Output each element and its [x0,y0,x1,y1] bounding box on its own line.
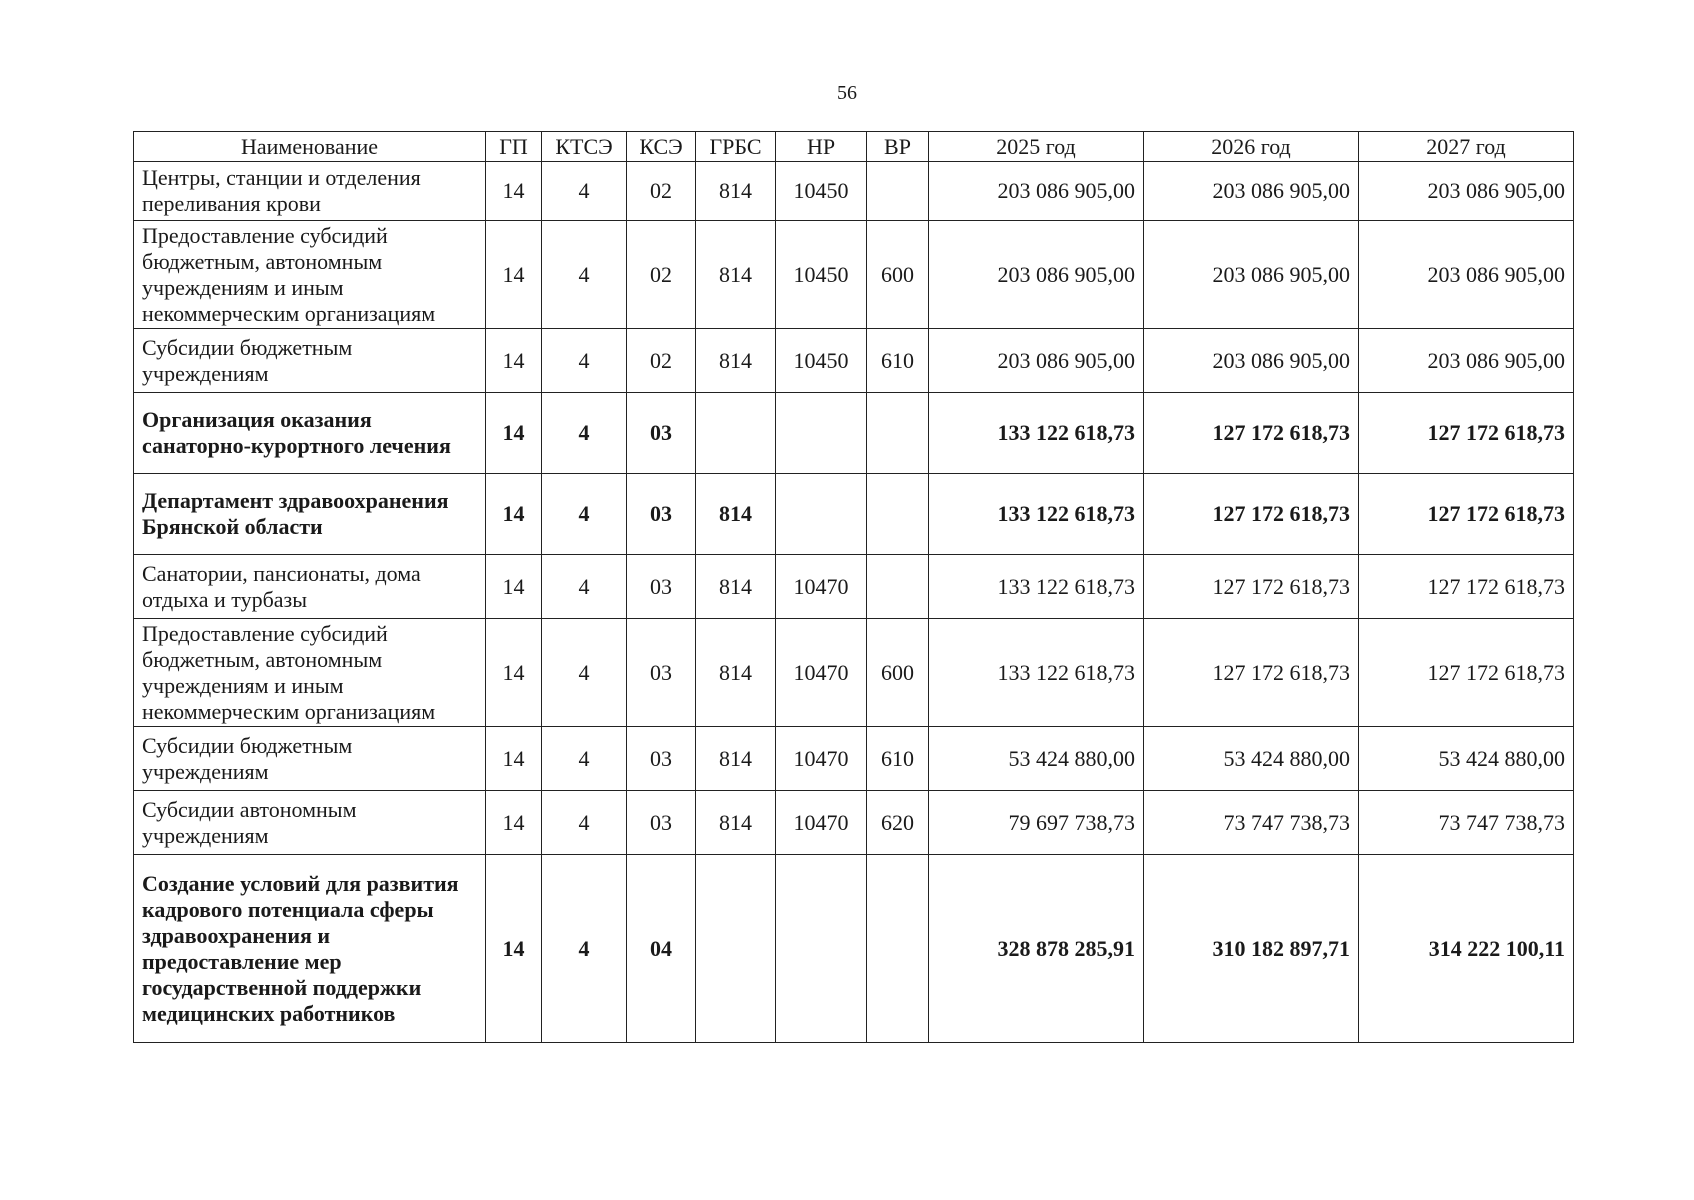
row-nr: 10450 [776,329,867,393]
row-amount-2025: 133 122 618,73 [929,619,1144,727]
row-nr: 10450 [776,221,867,329]
row-amount-2027: 203 086 905,00 [1359,162,1574,221]
row-nr: 10470 [776,791,867,855]
row-ktse: 4 [542,474,627,555]
row-kse: 03 [627,555,696,619]
row-amount-2027: 314 222 100,11 [1359,855,1574,1043]
row-gp: 14 [486,329,542,393]
row-gp: 14 [486,619,542,727]
row-gp: 14 [486,791,542,855]
row-grbs: 814 [696,329,776,393]
row-name: Центры, станции и отделения переливания крови [134,162,486,221]
row-amount-2025: 203 086 905,00 [929,221,1144,329]
row-grbs: 814 [696,791,776,855]
row-kse: 02 [627,221,696,329]
row-grbs: 814 [696,619,776,727]
row-grbs [696,393,776,474]
row-ktse: 4 [542,555,627,619]
row-grbs: 814 [696,727,776,791]
table-row [134,162,1574,221]
row-name: Субсидии бюджетным учреждениям [134,329,486,393]
row-grbs: 814 [696,221,776,329]
row-name: Организация оказания санаторно-курортного лечения [134,393,486,474]
row-amount-2026: 53 424 880,00 [1144,727,1359,791]
row-amount-2026: 73 747 738,73 [1144,791,1359,855]
header-nr: НР [776,132,867,162]
row-ktse: 4 [542,329,627,393]
row-gp: 14 [486,162,542,221]
row-amount-2026: 127 172 618,73 [1144,619,1359,727]
table-row [134,791,1574,855]
row-grbs: 814 [696,474,776,555]
row-amount-2026: 127 172 618,73 [1144,555,1359,619]
row-kse: 03 [627,393,696,474]
row-name: Субсидии бюджетным учреждениям [134,727,486,791]
row-amount-2026: 203 086 905,00 [1144,329,1359,393]
row-grbs: 814 [696,162,776,221]
row-amount-2026: 127 172 618,73 [1144,474,1359,555]
row-vr [867,555,929,619]
row-name: Субсидии автономным учреждениям [134,791,486,855]
row-kse: 04 [627,855,696,1043]
table-row [134,855,1574,1043]
row-amount-2026: 310 182 897,71 [1144,855,1359,1043]
header-ktse: КТСЭ [542,132,627,162]
row-amount-2025: 203 086 905,00 [929,162,1144,221]
row-vr: 620 [867,791,929,855]
header-gp: ГП [486,132,542,162]
row-gp: 14 [486,393,542,474]
row-nr: 10470 [776,619,867,727]
row-kse: 02 [627,162,696,221]
row-name: Создание условий для развития кадрового потенциала сферы здравоохранения и предоставление мер государственной поддержки медицинских работников [134,855,486,1043]
row-ktse: 4 [542,791,627,855]
table-row [134,474,1574,555]
row-amount-2027: 203 086 905,00 [1359,329,1574,393]
row-nr [776,855,867,1043]
row-vr: 600 [867,619,929,727]
row-grbs [696,855,776,1043]
row-ktse: 4 [542,855,627,1043]
row-vr [867,474,929,555]
header-grbs: ГРБС [696,132,776,162]
row-amount-2026: 203 086 905,00 [1144,162,1359,221]
row-nr: 10470 [776,727,867,791]
row-ktse: 4 [542,393,627,474]
row-name: Предоставление субсидий бюджетным, автономным учреждениям и иным некоммерческим организациям [134,221,486,329]
row-vr: 610 [867,727,929,791]
row-amount-2027: 127 172 618,73 [1359,619,1574,727]
row-amount-2026: 127 172 618,73 [1144,393,1359,474]
page-number: 56 [837,82,857,104]
row-amount-2027: 73 747 738,73 [1359,791,1574,855]
row-kse: 03 [627,619,696,727]
row-vr [867,393,929,474]
row-vr: 610 [867,329,929,393]
row-nr [776,474,867,555]
row-kse: 02 [627,329,696,393]
row-grbs: 814 [696,555,776,619]
row-name: Предоставление субсидий бюджетным, автономным учреждениям и иным некоммерческим организациям [134,619,486,727]
row-nr [776,393,867,474]
row-amount-2027: 127 172 618,73 [1359,393,1574,474]
row-ktse: 4 [542,221,627,329]
row-vr: 600 [867,221,929,329]
row-amount-2025: 133 122 618,73 [929,393,1144,474]
table-row [134,555,1574,619]
row-name: Департамент здравоохранения Брянской области [134,474,486,555]
table-header-row [134,132,1574,162]
header-name: Наименование [134,132,486,162]
row-nr: 10470 [776,555,867,619]
header-year-2026: 2026 год [1144,132,1359,162]
header-year-2025: 2025 год [929,132,1144,162]
row-ktse: 4 [542,162,627,221]
row-gp: 14 [486,474,542,555]
row-gp: 14 [486,221,542,329]
row-amount-2025: 53 424 880,00 [929,727,1144,791]
row-amount-2027: 53 424 880,00 [1359,727,1574,791]
header-kse: КСЭ [627,132,696,162]
row-gp: 14 [486,555,542,619]
row-gp: 14 [486,727,542,791]
row-amount-2027: 127 172 618,73 [1359,555,1574,619]
row-nr: 10450 [776,162,867,221]
row-name: Санатории, пансионаты, дома отдыха и турбазы [134,555,486,619]
row-amount-2025: 79 697 738,73 [929,791,1144,855]
row-amount-2025: 133 122 618,73 [929,555,1144,619]
header-year-2027: 2027 год [1359,132,1574,162]
row-amount-2027: 203 086 905,00 [1359,221,1574,329]
row-gp: 14 [486,855,542,1043]
header-vr: ВР [867,132,929,162]
row-amount-2027: 127 172 618,73 [1359,474,1574,555]
row-vr [867,855,929,1043]
row-amount-2025: 328 878 285,91 [929,855,1144,1043]
row-kse: 03 [627,474,696,555]
row-amount-2025: 133 122 618,73 [929,474,1144,555]
budget-table [133,131,1574,1043]
table-row [134,727,1574,791]
row-vr [867,162,929,221]
row-ktse: 4 [542,619,627,727]
table-row [134,393,1574,474]
row-kse: 03 [627,791,696,855]
table-row [134,221,1574,329]
row-ktse: 4 [542,727,627,791]
row-amount-2025: 203 086 905,00 [929,329,1144,393]
row-kse: 03 [627,727,696,791]
table-row [134,329,1574,393]
row-amount-2026: 203 086 905,00 [1144,221,1359,329]
table-row [134,619,1574,727]
